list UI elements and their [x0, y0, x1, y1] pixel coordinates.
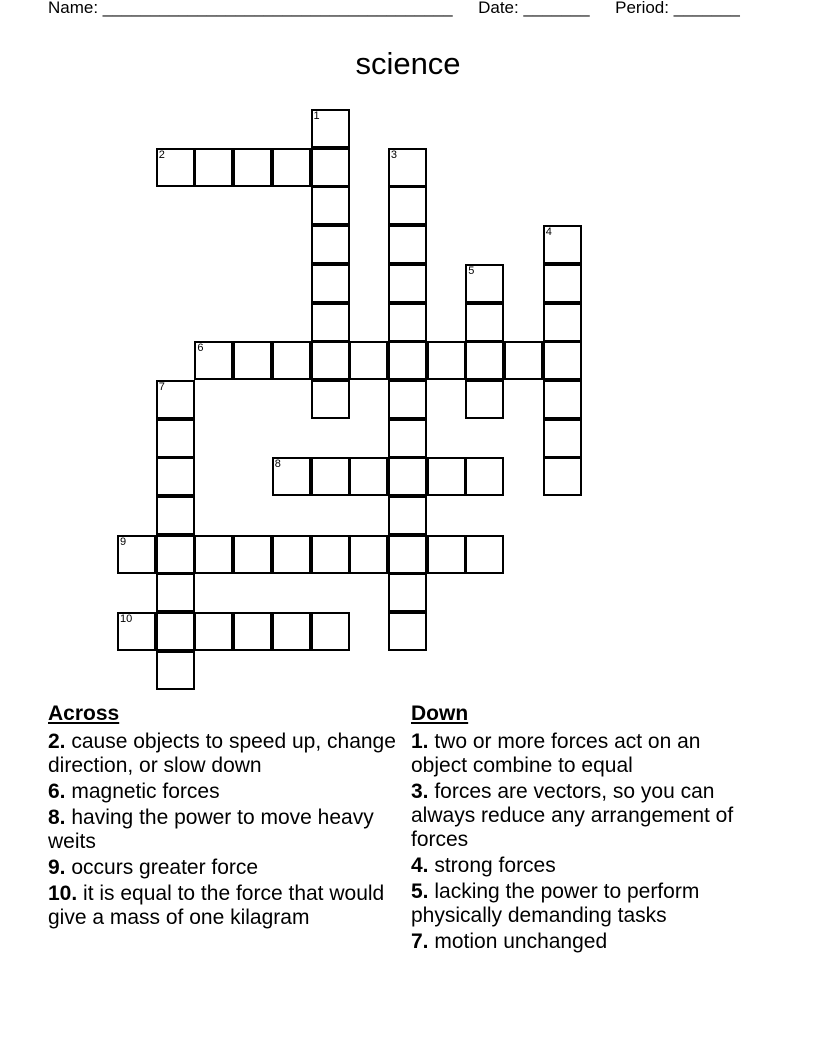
down-clue-3 — [411, 780, 751, 852]
grid-cell[interactable] — [388, 612, 427, 651]
clue-text: two or more forces act on an object combine to equal — [411, 730, 701, 777]
across-clues — [48, 702, 398, 932]
grid-cell[interactable] — [465, 535, 504, 574]
grid-cell[interactable] — [311, 612, 350, 651]
across-clue-9 — [48, 856, 398, 880]
grid-cell[interactable] — [117, 612, 156, 651]
clue-text: motion unchanged — [428, 930, 608, 953]
grid-cell[interactable] — [272, 341, 311, 380]
grid-cell[interactable] — [543, 225, 582, 264]
grid-cell[interactable] — [233, 341, 272, 380]
clue-number: 8. — [48, 806, 66, 829]
grid-cell[interactable] — [388, 535, 427, 574]
grid-cell[interactable] — [349, 535, 388, 574]
grid-cell[interactable] — [156, 419, 195, 458]
clue-text: magnetic forces — [65, 780, 220, 803]
grid-cell[interactable] — [543, 380, 582, 419]
grid-cell[interactable] — [233, 612, 272, 651]
grid-cell[interactable] — [194, 535, 233, 574]
across-heading: Across — [48, 702, 120, 725]
cell-number: 2 — [158, 148, 165, 161]
grid-cell[interactable] — [349, 457, 388, 496]
grid-cell[interactable] — [311, 457, 350, 496]
grid-cell[interactable] — [156, 612, 195, 651]
cell-number: 7 — [158, 380, 165, 393]
grid-cell[interactable] — [427, 457, 466, 496]
grid-cell[interactable] — [311, 186, 350, 225]
grid-cell[interactable] — [311, 341, 350, 380]
cell-number: 1 — [313, 110, 320, 122]
grid-cell[interactable] — [311, 380, 350, 419]
grid-cell[interactable] — [311, 109, 350, 148]
grid-cell[interactable] — [194, 341, 233, 380]
grid-cell[interactable] — [465, 341, 504, 380]
grid-cell[interactable] — [388, 496, 427, 535]
grid-cell[interactable] — [156, 496, 195, 535]
period-label: Period: — [615, 0, 674, 17]
grid-cell[interactable] — [272, 148, 311, 187]
grid-cell[interactable] — [388, 341, 427, 380]
grid-cell[interactable] — [388, 303, 427, 342]
cell-number: 4 — [545, 226, 552, 239]
grid-cell[interactable] — [311, 148, 350, 187]
grid-cell[interactable] — [465, 303, 504, 342]
page-title: science — [355, 46, 461, 81]
grid-cell[interactable] — [427, 535, 466, 574]
down-clue-4 — [411, 854, 751, 878]
clue-text: lacking the power to perform physically demanding tasks — [411, 880, 700, 927]
grid-cell[interactable] — [543, 303, 582, 342]
grid-cell[interactable] — [156, 535, 195, 574]
name-field-line[interactable]: _____________________________________ — [102, 0, 453, 17]
date-label: Date: — [478, 0, 524, 17]
grid-cell[interactable] — [543, 341, 582, 380]
grid-cell[interactable] — [388, 264, 427, 303]
grid-cell[interactable] — [388, 419, 427, 458]
clue-number: 3. — [411, 780, 429, 803]
clue-text: forces are vectors, so you can always reduce any arrangement of forces — [411, 780, 734, 851]
down-clue-1 — [411, 730, 751, 778]
grid-cell[interactable] — [388, 380, 427, 419]
grid-cell[interactable] — [388, 573, 427, 612]
grid-cell[interactable] — [156, 457, 195, 496]
down-clue-7 — [411, 930, 751, 954]
clue-number: 9. — [48, 856, 66, 879]
across-clue-8 — [48, 806, 398, 854]
clue-number: 10. — [48, 882, 78, 905]
period-field-line[interactable]: _______ — [673, 0, 740, 17]
cell-number: 5 — [468, 264, 475, 277]
grid-cell[interactable] — [465, 380, 504, 419]
grid-cell[interactable] — [465, 264, 504, 303]
grid-cell[interactable] — [117, 535, 156, 574]
cell-number: 8 — [274, 458, 281, 471]
down-clues — [411, 702, 751, 956]
clue-number: 2. — [48, 730, 66, 753]
grid-cell[interactable] — [311, 225, 350, 264]
across-clue-6 — [48, 780, 398, 804]
grid-cell[interactable] — [156, 380, 195, 419]
clue-text: occurs greater force — [65, 856, 259, 879]
clue-number: 4. — [411, 854, 429, 877]
grid-cell[interactable] — [311, 264, 350, 303]
clue-number: 6. — [48, 780, 66, 803]
grid-cell[interactable] — [272, 535, 311, 574]
grid-cell[interactable] — [194, 612, 233, 651]
grid-cell[interactable] — [272, 457, 311, 496]
grid-cell[interactable] — [311, 303, 350, 342]
clue-text: strong forces — [428, 854, 556, 877]
cell-number: 9 — [120, 535, 127, 548]
clue-number: 7. — [411, 930, 429, 953]
grid-cell[interactable] — [272, 612, 311, 651]
grid-cell[interactable] — [388, 225, 427, 264]
clue-text: having the power to move heavy weits — [48, 806, 374, 853]
cell-number: 6 — [197, 342, 204, 355]
clue-text: it is equal to the force that would give a mass of one kilagram — [48, 882, 385, 929]
cell-number: 10 — [120, 613, 133, 626]
grid-cell[interactable] — [156, 148, 195, 187]
across-clue-10 — [48, 882, 398, 930]
down-heading: Down — [411, 702, 469, 725]
grid-cell[interactable] — [311, 535, 350, 574]
grid-cell[interactable] — [388, 457, 427, 496]
grid-cell[interactable] — [233, 535, 272, 574]
clue-number: 1. — [411, 730, 429, 753]
date-field-line[interactable]: _______ — [523, 0, 590, 17]
name-label: Name: — [48, 0, 103, 17]
grid-cell[interactable] — [543, 264, 582, 303]
grid-cell[interactable] — [349, 341, 388, 380]
grid-cell[interactable] — [465, 457, 504, 496]
clue-number: 5. — [411, 880, 429, 903]
cell-number: 3 — [390, 148, 398, 161]
grid-cell[interactable] — [427, 341, 466, 380]
grid-cell[interactable] — [388, 148, 427, 187]
down-clue-5 — [411, 880, 751, 928]
grid-cell[interactable] — [233, 148, 272, 187]
across-clue-2 — [48, 730, 398, 778]
grid-cell[interactable] — [504, 341, 543, 380]
grid-cell[interactable] — [388, 186, 427, 225]
grid-cell[interactable] — [194, 148, 233, 187]
grid-cell[interactable] — [543, 457, 582, 496]
clue-text: cause objects to speed up, change direction, or slow down — [48, 730, 396, 777]
grid-cell[interactable] — [543, 419, 582, 458]
grid-cell[interactable] — [156, 573, 195, 612]
grid-cell[interactable] — [156, 651, 195, 690]
